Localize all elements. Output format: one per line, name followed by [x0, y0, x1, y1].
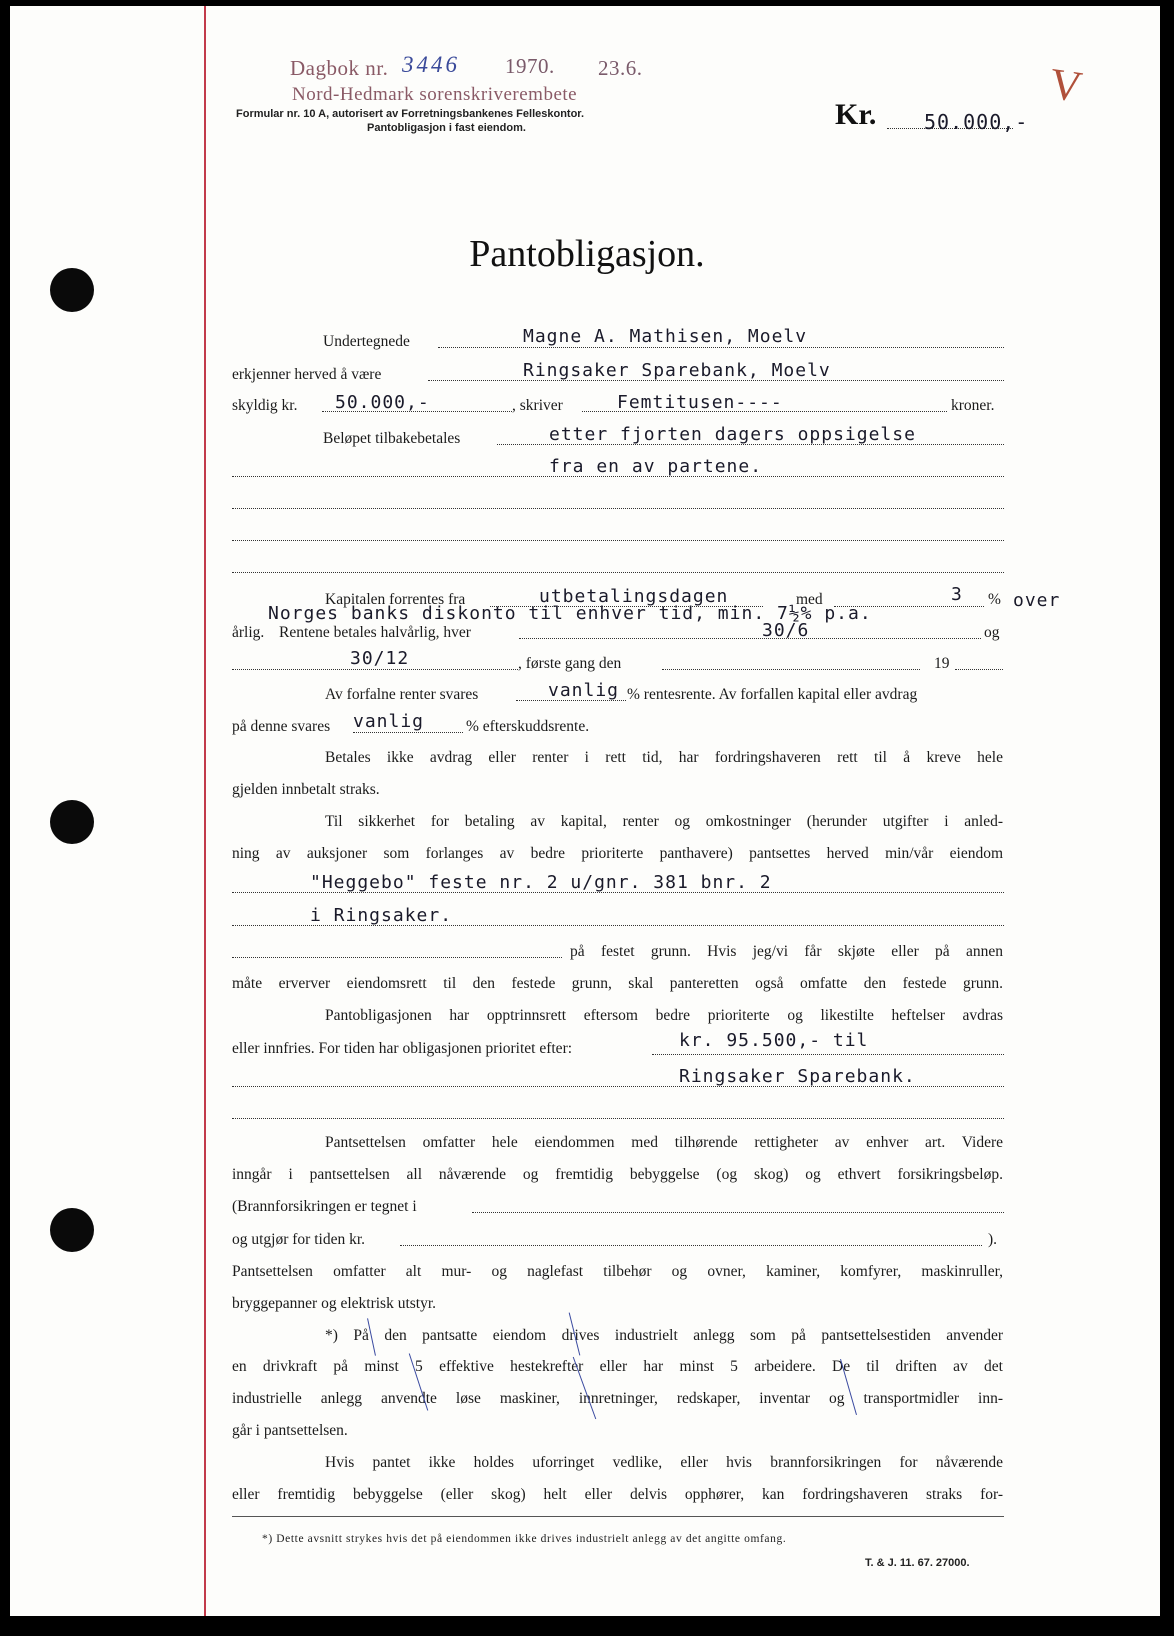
omfatter-line-1: Pantsettelsen omfatter hele eiendommen med tilhørende rettigheter av enhver art. Videre: [325, 1134, 1003, 1151]
over-value: over: [1013, 590, 1061, 611]
document-type-line: Pantobligasjon i fast eiendom.: [367, 122, 526, 134]
efterskudd-text: % efterskuddsrente.: [466, 718, 590, 735]
brann-line: [472, 1212, 1004, 1213]
sikkerhet-line-2: ning av auksjoner som forlanges av bedre prioriterte panthavere) pantsettes herved min/vår eiendom: [232, 845, 1003, 862]
footnote: *) Dette avsnitt strykes hvis det på eiendommen ikke drives industrielt anlegg av det angitte omfang.: [262, 1533, 787, 1545]
undertegnede-line: [438, 347, 1004, 348]
skriver-value: Femtitusen----: [617, 392, 783, 413]
festet-line-1: på festet grunn. Hvis jeg/vi får skjøte eller på annen: [570, 943, 1003, 960]
rentesrente-text: % rentesrente. Av forfallen kapital eller avdrag: [627, 686, 918, 703]
footnote-rule: [232, 1516, 1004, 1517]
dagbok-number: 3446: [402, 52, 460, 77]
renter-label: Rentene betales halvårlig, hver: [279, 624, 471, 641]
prioritet-line-1: [652, 1054, 1004, 1055]
forste-line: [662, 669, 920, 670]
punch-hole: [50, 1208, 94, 1252]
second-date-line: [232, 669, 518, 670]
amount-value: 50.000,-: [924, 110, 1029, 134]
check-mark: V: [1046, 58, 1089, 113]
prioritet-line-3: [232, 1118, 1004, 1119]
stamp-date: 23.6.: [598, 56, 643, 80]
forfalne-value: vanlig: [548, 680, 620, 701]
sikkerhet-line-1: Til sikkerhet for betaling av kapital, renter og omkostninger (herunder utgifter i anled-: [325, 813, 1003, 830]
kapitalen-value: utbetalingsdagen: [539, 586, 729, 607]
prioritet-value-1: kr. 95.500,- til: [679, 1030, 869, 1051]
mur-line-2: bryggepanner og elektrisk utstyr.: [232, 1295, 437, 1312]
brann-label: (Brannforsikringen er tegnet i: [232, 1198, 417, 1215]
industrial-line-3: industrielle anlegg anvendte løse maskiner, innretninger, redskaper, inventar og transportmidler inn-: [232, 1390, 1003, 1407]
renter-line: [519, 638, 981, 639]
kroner-label: kroner.: [951, 397, 995, 414]
punch-hole: [50, 800, 94, 844]
nineteen-label: 19: [934, 655, 950, 672]
skriver-label: , skriver: [512, 397, 563, 414]
percent-sign: %: [988, 591, 1001, 608]
erkjenner-value: Ringsaker Sparebank, Moelv: [523, 360, 831, 381]
belopet-label: Beløpet tilbakebetales: [323, 430, 461, 447]
stamp-office: Nord-Hedmark sorenskriverembete: [292, 84, 578, 105]
hvis-line-2: eller fremtidig bebyggelse (eller skog) helt eller delvis opphører, kan fordringshaveren straks for-: [232, 1486, 1003, 1503]
formular-line: Formular nr. 10 A, autorisert av Forretningsbankenes Felleskontor.: [236, 108, 585, 120]
skyldig-value: 50.000,-: [335, 392, 430, 413]
forste-label: , første gang den: [518, 655, 622, 672]
paa-denne-line: [353, 732, 463, 733]
utgjor-end: ).: [988, 1231, 998, 1248]
second-date-value: 30/12: [350, 648, 410, 669]
undertegnede-value: Magne A. Mathisen, Moelv: [523, 326, 808, 347]
med-value: 3: [951, 584, 963, 605]
paa-denne-value: vanlig: [353, 711, 425, 732]
document-title: Pantobligasjon.: [469, 233, 705, 275]
renter-value: 30/6: [762, 620, 810, 641]
stamp-year: 1970.: [505, 54, 555, 78]
utgjor-line: [400, 1245, 982, 1246]
industrial-line-4: går i pantsettelsen.: [232, 1422, 348, 1439]
omfatter-line-2: inngår i pantsettelsen all nåværende og fremtidig bebyggelse (og skog) og ethvert forsikringsbeløp.: [232, 1166, 1003, 1183]
med-label: med: [796, 591, 823, 608]
belopet-line-3: [232, 508, 1004, 509]
norges-bank-clause: Norges banks diskonto til enhver tid, min. 7½% p.a.: [268, 603, 872, 624]
industrial-line-2: en drivkraft på minst 5 effektive hestekrefter eller har minst 5 arbeidere. De til driften av det: [232, 1358, 1003, 1375]
betales-line-2: gjelden innbetalt straks.: [232, 781, 380, 798]
opptrinn-line-2: eller innfries. For tiden har obligasjonen prioritet efter:: [232, 1040, 573, 1057]
belopet-value-2: fra en av partene.: [549, 456, 763, 477]
forfalne-label: Av forfalne renter svares: [325, 686, 479, 703]
belopet-line-4: [232, 540, 1004, 541]
festet-line: [232, 957, 562, 958]
property-value-1: "Heggebo" feste nr. 2 u/gnr. 381 bnr. 2: [310, 872, 772, 893]
og-label: og: [984, 624, 1000, 641]
hvis-line-1: Hvis pantet ikke holdes uforringet vedlike, eller hvis brannforsikringen for nåværende: [325, 1454, 1003, 1471]
paa-denne-label: på denne svares: [232, 718, 331, 735]
betales-line-1: Betales ikke avdrag eller renter i rett tid, har fordringshaveren rett til å kreve hele: [325, 749, 1003, 766]
dagbok-label: Dagbok nr.: [290, 56, 389, 80]
undertegnede-label: Undertegnede: [323, 333, 410, 350]
printer-mark: T. & J. 11. 67. 27000.: [865, 1557, 970, 1569]
erkjenner-label: erkjenner herved å være: [232, 366, 382, 383]
mur-line-1: Pantsettelsen omfatter alt mur- og naglefast tilbehør og ovner, kaminer, komfyrer, maskinruller,: [232, 1263, 1003, 1280]
utgjor-label: og utgjør for tiden kr.: [232, 1231, 366, 1248]
kapitalen-label: Kapitalen forrentes fra: [325, 591, 466, 608]
belopet-value-1: etter fjorten dagers oppsigelse: [549, 424, 916, 445]
property-value-2: i Ringsaker.: [310, 905, 453, 926]
festet-line-2: måte erverver eiendomsrett til den festede grunn, skal panteretten også omfatte den festede grunn.: [232, 975, 1003, 992]
industrial-line-1: *) På den pantsatte eiendom drives industrielt anlegg som på pantsettelsestiden anvender: [325, 1327, 1003, 1344]
belopet-line-5: [232, 572, 1004, 573]
opptrinn-line-1: Pantobligasjonen har opptrinnsrett eftersom bedre prioriterte og likestilte heftelser avdras: [325, 1007, 1003, 1024]
skyldig-label: skyldig kr.: [232, 397, 298, 414]
year-line: [955, 669, 1003, 670]
kr-label: Kr.: [835, 98, 877, 131]
prioritet-value-2: Ringsaker Sparebank.: [679, 1066, 916, 1087]
aarlig-label: årlig.: [232, 624, 265, 641]
